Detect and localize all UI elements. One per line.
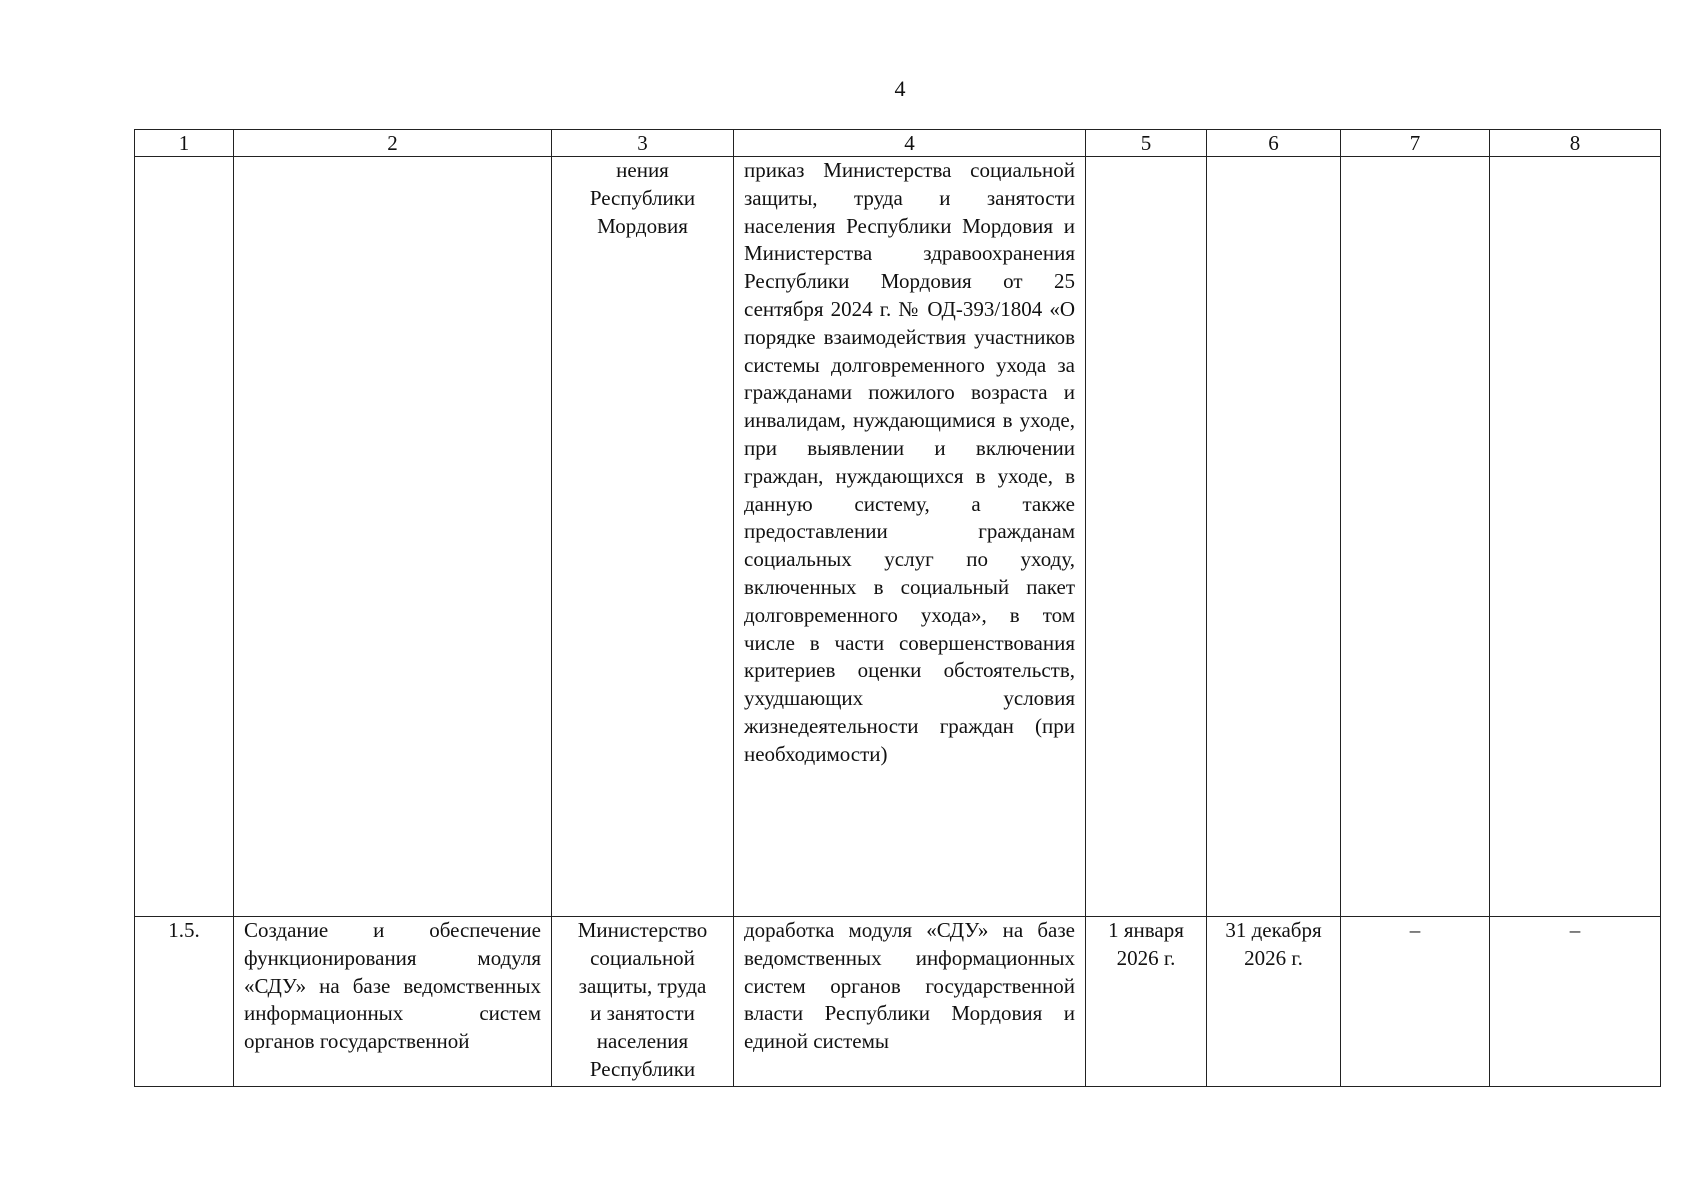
column-8-cell (1490, 157, 1661, 917)
column-7-cell (1341, 157, 1490, 917)
column-header-8: 8 (1490, 130, 1661, 157)
table-row (135, 917, 1661, 1087)
plan-table (134, 129, 1661, 1087)
page-number: 4 (894, 76, 906, 101)
column-header-2: 2 (234, 130, 552, 157)
start-date-cell (1086, 157, 1207, 917)
column-header-3: 3 (552, 130, 734, 157)
column-header-4: 4 (734, 130, 1086, 157)
row-number-cell: 1.5. (135, 917, 234, 1087)
table-header-row (135, 130, 1661, 157)
activity-cell: Создание и обеспечение функционирования модуля «СДУ» на базе ведомственных информационных систем органов государственной (234, 917, 552, 1087)
column-header-6: 6 (1207, 130, 1341, 157)
result-cell: доработка модуля «СДУ» на базе ведомственных информационных систем органов государственной власти Республики Мордовия и единой системы (734, 917, 1086, 1087)
executor-cell: нения Республики Мордовия (552, 157, 734, 917)
column-header-7: 7 (1341, 130, 1490, 157)
end-date-cell (1207, 157, 1341, 917)
end-date-cell: 31 декабря 2026 г. (1207, 917, 1341, 1087)
table-row (135, 157, 1661, 917)
start-date-cell: 1 января 2026 г. (1086, 917, 1207, 1087)
column-7-cell: – (1341, 917, 1490, 1087)
row-number-cell (135, 157, 234, 917)
result-cell: приказ Министерства социальной защиты, труда и занятости населения Республики Мордовия и Министерства здравоохранения Республики Мордовия от 25 сентября 2024 г. № ОД-393/1804 «О порядке взаимодействия участников системы долговременного ухода за гражданами пожилого возраста и инвалидам, нуждающимися в уходе, при выявлении и включении граждан, нуждающихся в уходе, в данную систему, а также предоставлении гражданам социальных услуг по уходу, включенных в социальный пакет долговременного ухода», в том числе в части совершенствования критериев оценки обстоятельств, ухудшающих условия жизнедеятельности граждан (при необходимости) (734, 157, 1086, 917)
column-header-5: 5 (1086, 130, 1207, 157)
column-header-1: 1 (135, 130, 234, 157)
executor-cell: Министерство социальной защиты, труда и занятости населения Республики (552, 917, 734, 1087)
activity-cell (234, 157, 552, 917)
column-8-cell: – (1490, 917, 1661, 1087)
